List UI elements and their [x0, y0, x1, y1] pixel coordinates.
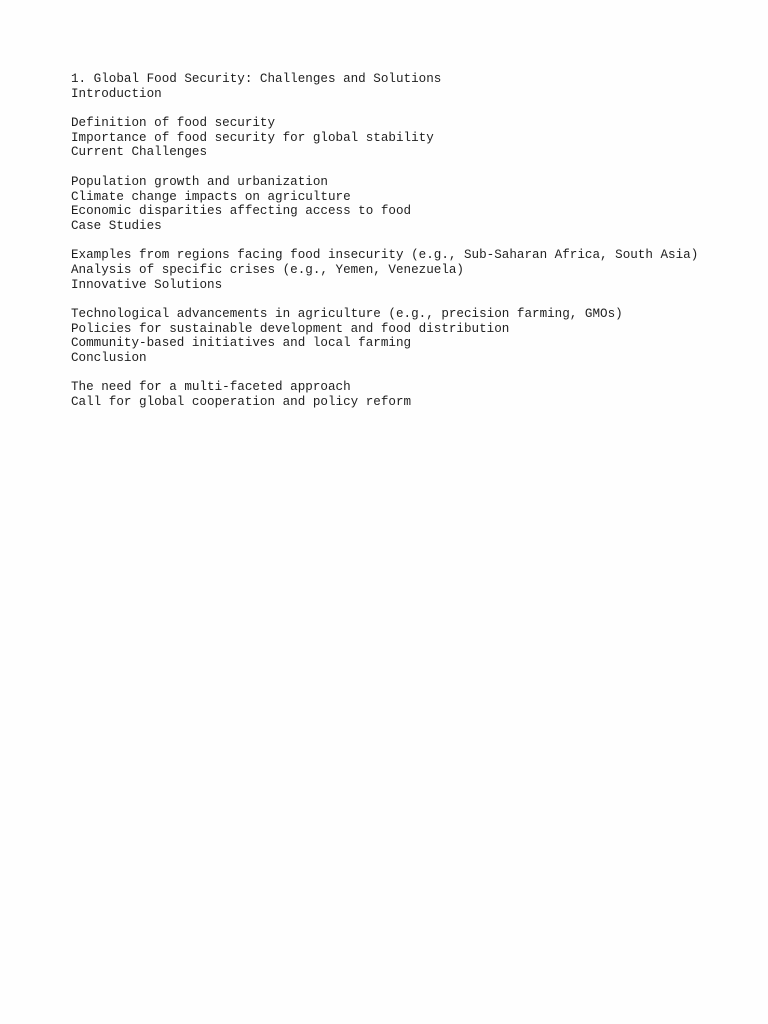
list-item: Call for global cooperation and policy reform — [71, 395, 412, 410]
list-item: Definition of food security — [71, 116, 276, 131]
blank-line — [71, 160, 748, 175]
list-item: Examples from regions facing food insecurity (e.g., Sub-Saharan Africa, South Asia) — [71, 248, 699, 263]
list-item: Economic disparities affecting access to food — [71, 204, 412, 219]
section-heading-innovative-solutions: Innovative Solutions — [71, 277, 223, 292]
section-heading-case-studies: Case Studies — [71, 218, 162, 233]
blank-line — [71, 101, 748, 116]
document-body — [71, 72, 748, 410]
list-item: Technological advancements in agriculture (e.g., precision farming, GMOs) — [71, 307, 623, 321]
document-title: 1. Global Food Security: Challenges and Solutions — [71, 72, 442, 86]
blank-line — [71, 292, 748, 307]
list-item: The need for a multi-faceted approach — [71, 380, 351, 395]
section-heading-introduction: Introduction — [71, 86, 162, 101]
list-item: Policies for sustainable development and food distribution — [71, 321, 510, 336]
list-item: Analysis of specific crises (e.g., Yemen, Venezuela) — [71, 262, 464, 277]
section-heading-conclusion: Conclusion — [71, 351, 147, 366]
list-item: Importance of food security for global stability — [71, 130, 434, 145]
list-item: Community-based initiatives and local farming — [71, 336, 412, 351]
list-item: Population growth and urbanization — [71, 174, 328, 189]
section-heading-current-challenges: Current Challenges — [71, 145, 208, 160]
blank-line — [71, 234, 748, 249]
list-item: Climate change impacts on agriculture — [71, 189, 351, 204]
blank-line — [71, 366, 748, 381]
